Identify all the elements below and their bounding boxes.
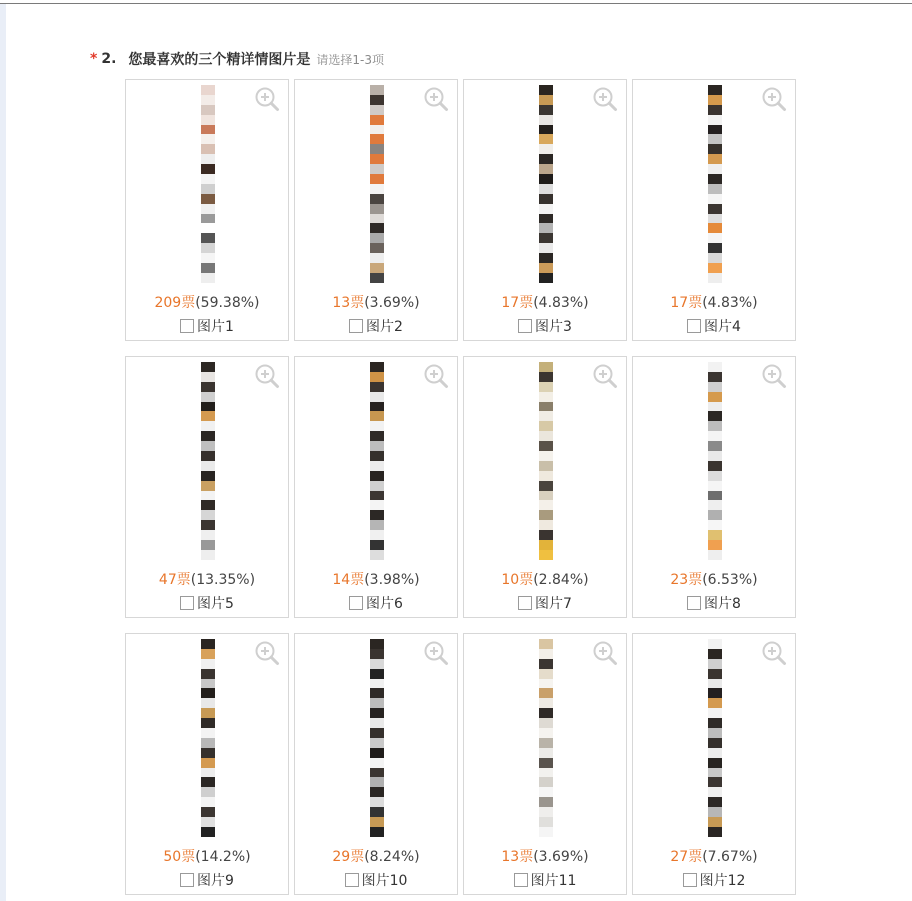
image-option-card[interactable] bbox=[632, 356, 796, 618]
zoom-in-icon[interactable] bbox=[423, 640, 449, 666]
option-checkbox[interactable] bbox=[518, 319, 532, 333]
image-option-card[interactable] bbox=[125, 356, 289, 618]
vote-result bbox=[295, 292, 457, 312]
option-label[interactable]: 图片11 bbox=[530, 873, 577, 889]
vote-result bbox=[633, 846, 795, 866]
zoom-in-icon[interactable] bbox=[254, 86, 280, 112]
vote-percent: (3.98%) bbox=[364, 572, 420, 588]
option-checkbox[interactable] bbox=[683, 873, 697, 887]
zoom-in-icon[interactable] bbox=[761, 363, 787, 389]
option-thumbnail[interactable] bbox=[708, 85, 722, 283]
image-option-card[interactable] bbox=[463, 79, 627, 341]
vote-result bbox=[295, 846, 457, 866]
vote-result bbox=[126, 292, 288, 312]
option-thumbnail[interactable] bbox=[370, 639, 384, 837]
zoom-in-icon[interactable] bbox=[761, 640, 787, 666]
option-label[interactable]: 图片8 bbox=[704, 596, 741, 612]
option-choice[interactable] bbox=[126, 593, 288, 613]
window-top-border bbox=[0, 3, 912, 4]
option-choice[interactable] bbox=[126, 870, 288, 890]
vote-percent: (13.35%) bbox=[190, 572, 256, 588]
option-thumbnail[interactable] bbox=[201, 362, 215, 560]
vote-result bbox=[464, 292, 626, 312]
vote-result bbox=[464, 569, 626, 589]
vote-percent: (2.84%) bbox=[533, 572, 589, 588]
question-hint: 请选择1-3项 bbox=[316, 52, 384, 67]
option-thumbnail[interactable] bbox=[201, 639, 215, 837]
option-choice[interactable] bbox=[633, 593, 795, 613]
option-thumbnail[interactable] bbox=[539, 639, 553, 837]
zoom-in-icon[interactable] bbox=[423, 86, 449, 112]
option-checkbox[interactable] bbox=[180, 596, 194, 610]
vote-count: 29票 bbox=[332, 849, 365, 865]
question-title: 您最喜欢的三个精详情图片是 bbox=[128, 52, 311, 68]
image-option-card[interactable] bbox=[463, 356, 627, 618]
vote-percent: (3.69%) bbox=[364, 295, 420, 311]
option-choice[interactable] bbox=[464, 593, 626, 613]
option-choice[interactable] bbox=[633, 870, 795, 890]
vote-percent: (6.53%) bbox=[702, 572, 758, 588]
zoom-in-icon[interactable] bbox=[592, 640, 618, 666]
option-label[interactable]: 图片12 bbox=[699, 873, 746, 889]
required-mark: * bbox=[90, 51, 98, 67]
image-option-card[interactable] bbox=[125, 633, 289, 895]
option-choice[interactable] bbox=[295, 870, 457, 890]
vote-count: 50票 bbox=[163, 849, 196, 865]
option-label[interactable]: 图片10 bbox=[361, 873, 408, 889]
option-choice[interactable] bbox=[464, 870, 626, 890]
option-checkbox[interactable] bbox=[345, 873, 359, 887]
option-label[interactable]: 图片3 bbox=[535, 319, 572, 335]
vote-result bbox=[633, 569, 795, 589]
zoom-in-icon[interactable] bbox=[592, 86, 618, 112]
option-choice[interactable] bbox=[295, 593, 457, 613]
option-choice[interactable] bbox=[464, 316, 626, 336]
option-label[interactable]: 图片5 bbox=[197, 596, 234, 612]
zoom-in-icon[interactable] bbox=[423, 363, 449, 389]
option-thumbnail[interactable] bbox=[201, 85, 215, 283]
vote-percent: (3.69%) bbox=[533, 849, 589, 865]
vote-count: 23票 bbox=[670, 572, 703, 588]
option-checkbox[interactable] bbox=[180, 873, 194, 887]
option-label[interactable]: 图片1 bbox=[197, 319, 234, 335]
option-thumbnail[interactable] bbox=[370, 85, 384, 283]
vote-count: 27票 bbox=[670, 849, 703, 865]
vote-percent: (8.24%) bbox=[364, 849, 420, 865]
vote-count: 14票 bbox=[332, 572, 365, 588]
option-thumbnail[interactable] bbox=[539, 362, 553, 560]
image-option-card[interactable] bbox=[125, 79, 289, 341]
option-thumbnail[interactable] bbox=[539, 85, 553, 283]
vote-count: 13票 bbox=[501, 849, 534, 865]
option-checkbox[interactable] bbox=[687, 596, 701, 610]
zoom-in-icon[interactable] bbox=[592, 363, 618, 389]
option-checkbox[interactable] bbox=[180, 319, 194, 333]
option-choice[interactable] bbox=[126, 316, 288, 336]
zoom-in-icon[interactable] bbox=[254, 363, 280, 389]
vote-percent: (4.83%) bbox=[702, 295, 758, 311]
vote-result bbox=[464, 846, 626, 866]
vote-count: 17票 bbox=[670, 295, 703, 311]
image-option-card[interactable] bbox=[632, 79, 796, 341]
option-label[interactable]: 图片6 bbox=[366, 596, 403, 612]
option-label[interactable]: 图片4 bbox=[704, 319, 741, 335]
image-option-card[interactable] bbox=[632, 633, 796, 895]
image-option-grid bbox=[125, 79, 796, 895]
vote-count: 209票 bbox=[154, 295, 196, 311]
left-rail bbox=[0, 4, 6, 901]
vote-count: 47票 bbox=[158, 572, 191, 588]
vote-count: 10票 bbox=[501, 572, 534, 588]
vote-count: 13票 bbox=[332, 295, 365, 311]
option-checkbox[interactable] bbox=[514, 873, 528, 887]
question-number: 2. bbox=[101, 51, 117, 67]
vote-result bbox=[633, 292, 795, 312]
vote-result bbox=[126, 846, 288, 866]
vote-result bbox=[295, 569, 457, 589]
vote-percent: (14.2%) bbox=[195, 849, 251, 865]
option-choice[interactable] bbox=[295, 316, 457, 336]
image-option-card[interactable] bbox=[294, 633, 458, 895]
vote-count: 17票 bbox=[501, 295, 534, 311]
zoom-in-icon[interactable] bbox=[254, 640, 280, 666]
image-option-card[interactable] bbox=[294, 79, 458, 341]
option-label[interactable]: 图片9 bbox=[197, 873, 234, 889]
vote-percent: (7.67%) bbox=[702, 849, 758, 865]
option-checkbox[interactable] bbox=[518, 596, 532, 610]
vote-result bbox=[126, 569, 288, 589]
vote-percent: (4.83%) bbox=[533, 295, 589, 311]
image-option-card[interactable] bbox=[463, 633, 627, 895]
option-choice[interactable] bbox=[633, 316, 795, 336]
option-thumbnail[interactable] bbox=[708, 639, 722, 837]
option-checkbox[interactable] bbox=[349, 596, 363, 610]
question-header bbox=[90, 49, 384, 69]
option-thumbnail[interactable] bbox=[370, 362, 384, 560]
zoom-in-icon[interactable] bbox=[761, 86, 787, 112]
option-label[interactable]: 图片2 bbox=[366, 319, 403, 335]
option-checkbox[interactable] bbox=[687, 319, 701, 333]
option-thumbnail[interactable] bbox=[708, 362, 722, 560]
vote-percent: (59.38%) bbox=[195, 295, 260, 311]
option-label[interactable]: 图片7 bbox=[535, 596, 572, 612]
option-checkbox[interactable] bbox=[349, 319, 363, 333]
image-option-card[interactable] bbox=[294, 356, 458, 618]
